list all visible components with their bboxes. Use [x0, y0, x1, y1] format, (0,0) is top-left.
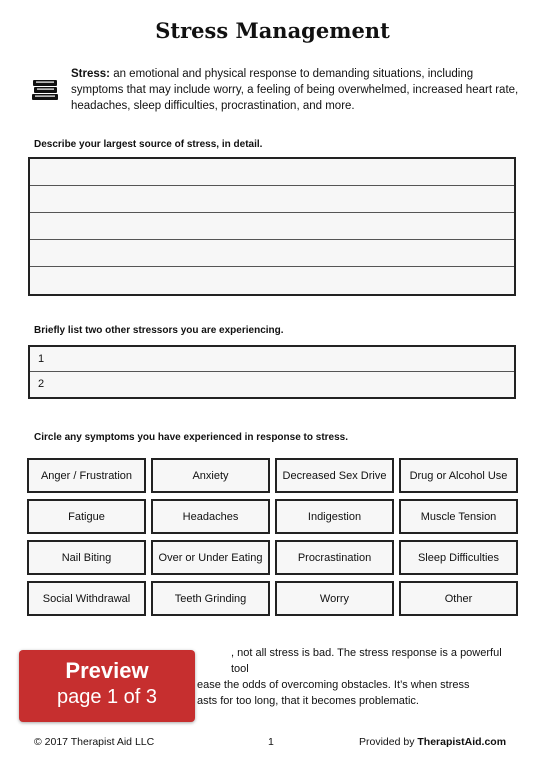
symptom-grid [27, 458, 517, 615]
symptom-muscle-tension[interactable]: Muscle Tension [399, 499, 518, 534]
answer-line[interactable] [30, 159, 514, 186]
symptom-fatigue[interactable]: Fatigue [27, 499, 146, 534]
symptom-procrastination[interactable]: Procrastination [275, 540, 394, 575]
stressor-row-2[interactable]: 2 [38, 378, 45, 390]
question-1-label: Describe your largest source of stress, in detail. [34, 139, 263, 150]
other-stressors-box[interactable] [28, 345, 516, 399]
books-icon [30, 76, 60, 102]
symptom-decreased-sex-drive[interactable]: Decreased Sex Drive [275, 458, 394, 493]
symptom-social-withdrawal[interactable]: Social Withdrawal [27, 581, 146, 616]
preview-badge-subtitle: page 1 of 3 [56, 686, 158, 708]
symptom-sleep-difficulties[interactable]: Sleep Difficulties [399, 540, 518, 575]
stress-definition [71, 66, 521, 114]
symptom-other[interactable]: Other [399, 581, 518, 616]
definition-text: an emotional and physical response to demanding situations, including symptoms that may include worry, a feeling of being overwhelmed, increased heart rate, headaches, sleep difficulties, procrastination, and more. [71, 68, 519, 112]
footer-copyright: © 2017 Therapist Aid LLC [34, 736, 155, 748]
answer-line[interactable] [30, 267, 514, 294]
closing-line-2: ease the odds of overcoming obstacles. It’s when stress [197, 679, 470, 691]
footer-provided-by-text: Provided by [359, 736, 418, 748]
preview-badge-title: Preview [65, 658, 149, 683]
symptom-headaches[interactable]: Headaches [151, 499, 270, 534]
stressor-row-1[interactable]: 1 [30, 347, 514, 372]
symptom-teeth-grinding[interactable]: Teeth Grinding [151, 581, 270, 616]
closing-line-3: asts for too long, that it becomes problematic. [197, 695, 419, 707]
symptom-drug-alcohol-use[interactable]: Drug or Alcohol Use [399, 458, 518, 493]
page-title: Stress Management [155, 18, 390, 43]
symptom-anxiety[interactable]: Anxiety [151, 458, 270, 493]
largest-stress-answer-box[interactable] [28, 157, 516, 296]
symptom-anger-frustration[interactable]: Anger / Frustration [27, 458, 146, 493]
answer-line[interactable] [30, 213, 514, 240]
preview-badge [19, 650, 195, 722]
symptom-indigestion[interactable]: Indigestion [275, 499, 394, 534]
definition-term: Stress: [71, 68, 110, 80]
answer-line[interactable] [30, 186, 514, 213]
answer-line[interactable] [30, 240, 514, 267]
footer-page-number: 1 [268, 736, 274, 748]
footer-provided-by [359, 736, 506, 748]
symptom-nail-biting[interactable]: Nail Biting [27, 540, 146, 575]
question-2-label: Briefly list two other stressors you are experiencing. [34, 325, 284, 336]
closing-line-1: , not all stress is bad. The stress response is a powerful tool [231, 647, 502, 675]
footer-brand-link[interactable]: TherapistAid.com [417, 736, 507, 748]
symptom-worry[interactable]: Worry [275, 581, 394, 616]
symptom-over-under-eating[interactable]: Over or Under Eating [151, 540, 270, 575]
question-3-label: Circle any symptoms you have experienced in response to stress. [34, 432, 349, 443]
